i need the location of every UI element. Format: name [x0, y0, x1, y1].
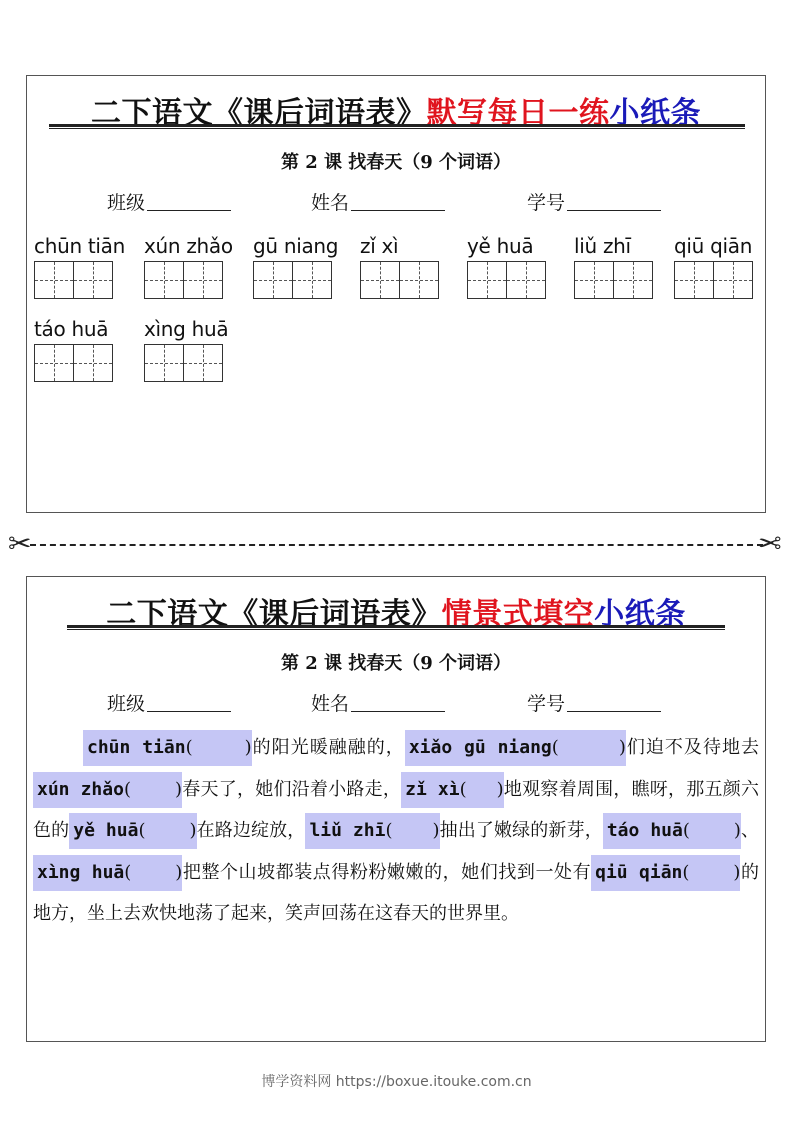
- writing-grid: [144, 344, 222, 382]
- passage-text: 在路边绽放，: [196, 820, 306, 841]
- title-red-text: 情景式填空: [441, 597, 595, 632]
- title-red-text: 默写每日一练: [426, 96, 610, 131]
- tianzige-cell[interactable]: [34, 344, 74, 382]
- tianzige-cell[interactable]: [674, 261, 714, 299]
- tianzige-cell[interactable]: [73, 261, 113, 299]
- fill-in-passage: [33, 727, 759, 935]
- tianzige-cell[interactable]: [360, 261, 400, 299]
- footer-watermark: 博学资料网 https://boxue.itouke.com.cn: [261, 1074, 532, 1090]
- close-paren: ): [733, 820, 741, 841]
- close-paren: ): [174, 778, 182, 800]
- open-paren: (: [459, 778, 467, 800]
- answer-space[interactable]: [689, 852, 733, 894]
- student-id-blank[interactable]: [567, 192, 661, 211]
- passage-text: 抽出了嫩绿的新芽，: [439, 820, 603, 841]
- name-blank[interactable]: [351, 192, 445, 211]
- passage-text: 地观察着周围，瞧呀，那五颜六色的: [33, 778, 760, 841]
- class-blank[interactable]: [147, 192, 231, 211]
- writing-grid: [574, 261, 652, 299]
- student-id-blank[interactable]: [567, 693, 661, 712]
- name-blank[interactable]: [351, 693, 445, 712]
- tianzige-cell[interactable]: [144, 344, 184, 382]
- blank-pinyin: xún zhǎo: [37, 778, 124, 800]
- open-paren: (: [682, 861, 690, 883]
- pinyin-label: táo huā: [34, 317, 109, 341]
- pinyin-label: xìng huā: [144, 317, 229, 341]
- passage-text: 的地方，坐上去欢快地荡了起来，笑声回荡在这春天的世界里。: [33, 861, 760, 924]
- open-paren: (: [185, 737, 193, 758]
- passage-text: 把整个山坡都装点得粉粉嫩嫩的，她们找到一处有: [182, 861, 592, 883]
- tianzige-cell[interactable]: [467, 261, 507, 299]
- answer-space[interactable]: [131, 852, 175, 894]
- blank-highlight[interactable]: [305, 813, 439, 849]
- answer-space[interactable]: [193, 727, 245, 769]
- blank-pinyin: xìng huā: [37, 861, 125, 883]
- dictation-card: [26, 75, 766, 513]
- tianzige-cell[interactable]: [613, 261, 653, 299]
- class-label: 班级: [107, 192, 146, 214]
- answer-space[interactable]: [467, 769, 497, 811]
- blank-pinyin: xiǎo gū niang: [408, 737, 552, 758]
- pinyin-label: gū niang: [253, 234, 339, 258]
- open-paren: (: [385, 820, 393, 841]
- blank-highlight[interactable]: [603, 813, 741, 849]
- writing-grid: [674, 261, 752, 299]
- class-label: 班级: [107, 693, 146, 715]
- answer-space[interactable]: [145, 810, 189, 852]
- close-paren: ): [244, 737, 252, 758]
- tianzige-cell[interactable]: [506, 261, 546, 299]
- title-underline: [49, 124, 745, 129]
- close-paren: ): [733, 861, 741, 883]
- writing-grid: [467, 261, 545, 299]
- close-paren: ): [496, 778, 504, 800]
- blank-highlight[interactable]: [591, 855, 740, 891]
- blank-pinyin: chūn tiān: [87, 737, 186, 758]
- tianzige-cell[interactable]: [34, 261, 74, 299]
- tianzige-cell[interactable]: [574, 261, 614, 299]
- name-label: 姓名: [311, 192, 350, 214]
- blank-highlight[interactable]: [401, 772, 504, 808]
- close-paren: ): [175, 861, 183, 883]
- close-paren: ): [618, 737, 626, 758]
- pinyin-label: qiū qiān: [674, 234, 753, 258]
- blank-pinyin: qiū qiān: [595, 861, 683, 883]
- title-main-text: 二下语文《课后词语表》: [106, 597, 442, 632]
- tianzige-cell[interactable]: [253, 261, 293, 299]
- blank-pinyin: táo huā: [606, 820, 683, 841]
- answer-space[interactable]: [392, 810, 432, 852]
- open-paren: (: [682, 820, 690, 841]
- class-blank[interactable]: [147, 693, 231, 712]
- pinyin-label: xún zhǎo: [144, 234, 233, 258]
- class-field[interactable]: [107, 689, 231, 716]
- writing-grid: [144, 261, 222, 299]
- tianzige-cell[interactable]: [183, 261, 223, 299]
- close-paren: ): [432, 820, 440, 841]
- close-paren: ): [189, 820, 197, 841]
- pinyin-label: chūn tiān: [34, 234, 126, 258]
- student-id-label: 学号: [527, 693, 566, 715]
- writing-grid: [34, 344, 112, 382]
- lesson-subtitle: 第 2 课 找春天（9 个词语）: [280, 152, 512, 173]
- class-field[interactable]: [107, 188, 231, 215]
- open-paren: (: [551, 737, 559, 758]
- answer-space[interactable]: [559, 727, 619, 769]
- student-id-field[interactable]: [527, 689, 661, 716]
- scissors-icon: ✂: [757, 527, 781, 560]
- tianzige-cell[interactable]: [144, 261, 184, 299]
- name-label: 姓名: [311, 693, 350, 715]
- pinyin-label: liǔ zhī: [574, 234, 631, 258]
- title-main-text: 二下语文《课后词语表》: [91, 96, 427, 131]
- answer-space[interactable]: [690, 810, 734, 852]
- blank-pinyin: zǐ xì: [405, 778, 460, 800]
- tianzige-cell[interactable]: [73, 344, 113, 382]
- student-id-field[interactable]: [527, 188, 661, 215]
- blank-highlight[interactable]: [405, 730, 626, 766]
- cut-line: [30, 544, 763, 546]
- blank-highlight[interactable]: [33, 855, 182, 891]
- blank-highlight[interactable]: [69, 813, 196, 849]
- open-paren: (: [123, 778, 131, 800]
- writing-grid: [360, 261, 438, 299]
- passage-text: 的阳光暖融融的，: [251, 737, 405, 758]
- writing-grid: [34, 261, 112, 299]
- passage-text: 、: [740, 820, 760, 841]
- title-underline: [67, 625, 725, 630]
- answer-space[interactable]: [131, 769, 175, 811]
- open-paren: (: [138, 820, 146, 841]
- title-blue-text: 小纸条: [594, 597, 686, 632]
- title-blue-text: 小纸条: [609, 96, 701, 131]
- blank-pinyin: yě huā: [73, 820, 139, 841]
- fill-in-card: [26, 576, 766, 1042]
- lesson-subtitle: 第 2 课 找春天（9 个词语）: [280, 653, 512, 674]
- passage-text: 春天了，她们沿着小路走，: [182, 778, 402, 800]
- blank-highlight[interactable]: [83, 730, 252, 766]
- pinyin-label: yě huā: [467, 234, 534, 258]
- tianzige-cell[interactable]: [292, 261, 332, 299]
- name-field[interactable]: [311, 188, 445, 215]
- tianzige-cell[interactable]: [183, 344, 223, 382]
- tianzige-cell[interactable]: [399, 261, 439, 299]
- open-paren: (: [124, 861, 132, 883]
- tianzige-cell[interactable]: [713, 261, 753, 299]
- name-field[interactable]: [311, 689, 445, 716]
- passage-text: 们迫不及待地去: [625, 737, 760, 758]
- scissors-icon: ✂: [8, 527, 32, 560]
- blank-highlight[interactable]: [33, 772, 182, 808]
- writing-grid: [253, 261, 331, 299]
- student-id-label: 学号: [527, 192, 566, 214]
- pinyin-label: zǐ xì: [360, 234, 399, 258]
- blank-pinyin: liǔ zhī: [309, 820, 386, 841]
